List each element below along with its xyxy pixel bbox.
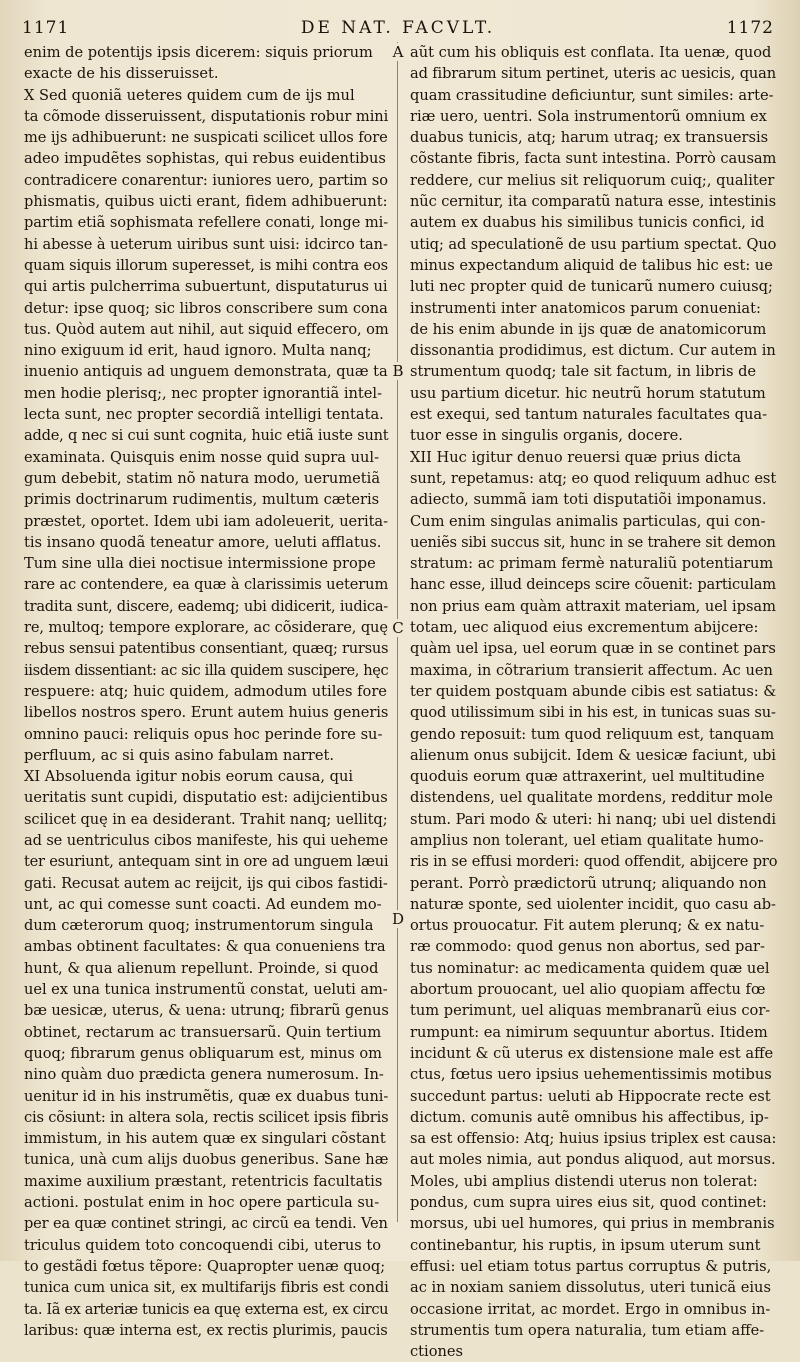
text-line: ta cõmode disseruissent, disputationis robur mini — [24, 107, 389, 125]
text-line: quod utilissimum sibi in his est, in tunicas suas su- — [410, 704, 776, 722]
text-line: adde, q nec si cui sunt cognita, huic etiã iuste sunt — [24, 427, 389, 445]
text-line: iisdem dissentiant: ac sic illa quidem suscipere, hęc — [24, 661, 389, 679]
text-line: totam, uec aliquod eius excrementum abijcere: — [410, 619, 759, 637]
text-line: partim etiã sophismata refellere conati, longe mi- — [24, 214, 389, 232]
text-line: minus expectandum aliquid de talibus hic est: ue — [410, 256, 773, 274]
text-line: qui artis pulcherrima subuertunt, disputaturus ui — [24, 278, 388, 296]
text-line: ueritatis sunt cupidi, disputatio est: adijcientibus — [24, 789, 388, 807]
text-line: tunica cum unica sit, ex multifarijs fibris est condi — [24, 1279, 389, 1297]
text-line: duabus tunicis, atq; harum utraq; ex transuersis — [410, 129, 769, 147]
text-line: abortum prouocant, uel alio quopiam affectu fœ — [410, 981, 766, 999]
text-line: luti nec propter quid de tunicarũ numero cuiusq; — [410, 278, 773, 296]
text-line: laribus: quæ interna est, ex rectis plurimis, paucis — [24, 1321, 388, 1339]
text-line: tum perimunt, uel aliquas membranarũ eius cor- — [410, 1002, 771, 1020]
text-line: tuor esse in singulis organis, docere. — [410, 427, 683, 445]
text-line: quoduis eorum quæ attraxerint, uel multitudine — [410, 768, 765, 786]
text-line: continebantur, his ruptis, in ipsum uterum sunt — [410, 1236, 761, 1254]
text-line: respuere: atq; huic quidem, admodum utiles fore — [24, 682, 387, 700]
text-line: ueniẽs sibi succus sit, hunc in se trahere sit demon — [410, 533, 776, 551]
text-line: dissonantia prodidimus, est dictum. Cur autem in — [410, 342, 776, 360]
text-line: libellos nostros spero. Erunt autem huius generis — [24, 704, 389, 722]
text-line: dictum. comunis autẽ omnibus his affectibus, ip- — [410, 1108, 769, 1126]
left-column — [24, 42, 389, 1339]
text-line: tis insano quodã teneatur amore, ueluti afflatus. — [24, 533, 382, 551]
text-line: tunica, unà cum alijs duobus generibus. Sane hæ — [24, 1151, 389, 1169]
text-line: gati. Recusat autem ac reijcit, ijs qui cibos fastidi- — [24, 874, 388, 892]
text-line: ambas obtinent facultates: & qua conueniens tra — [24, 938, 386, 956]
text-line: nũc cernitur, ita comparatũ natura esse, intestinis — [410, 193, 777, 211]
text-line: usu partium dicetur. hic neutrũ horum statutum — [410, 384, 766, 402]
text-line: obtinet, rectarum ac transuersarũ. Quin tertium — [24, 1023, 382, 1041]
text-line: primis doctrinarum rudimentis, multum cæteris — [24, 491, 380, 509]
text-line: sunt, repetamus: atq; eo quod reliquum adhuc est — [410, 469, 777, 487]
text-line: ris in se effusi morderi: quod offendit, abijcere pro — [410, 853, 778, 871]
text-line: effusi: uel etiam totus partus corruptus & putris, — [410, 1257, 772, 1275]
text-line: per ea quæ continet stringi, ac circũ ea tendi. Ven — [24, 1215, 388, 1233]
text-line: de his enim abunde in ijs quæ de anatomicorum — [410, 320, 767, 338]
text-line: adeo impudẽtes sophistas, qui rebus euidentibus — [24, 150, 386, 168]
text-line: stum. Pari modo & uteri: hi nanq; ubi uel distendi — [410, 810, 777, 828]
text-line: rare ac contendere, ea quæ à clarissimis ueterum — [24, 576, 389, 594]
text-line: X Sed quoniã ueteres quidem cum de ijs mul — [24, 86, 355, 104]
text-line: hi abesse à ueterum uiribus sunt uisi: idcirco tan- — [24, 235, 388, 253]
text-line: dum cæterorum quoq; instrumentorum singula — [24, 917, 374, 935]
text-line: hanc esse, illud deinceps scire cõuenit: particulam — [410, 576, 776, 594]
text-line: sa est offensio: Atq; huius ipsius triplex est causa: — [410, 1130, 777, 1148]
text-line: distendens, uel qualitate mordens, redditur mole — [410, 789, 773, 807]
text-line: ortus prouocatur. Fit autem plerunq; & ex natu- — [410, 917, 765, 935]
text-line: rumpunt: ea nimirum sequuntur abortus. Itidem — [410, 1023, 768, 1041]
text-line: amplius non tolerant, uel etiam qualitate humo- — [410, 831, 764, 849]
margin-marker-b: B — [392, 362, 404, 380]
text-line: occasione irritat, ac mordet. Ergo in omnibus in- — [410, 1300, 771, 1318]
text-line: men hodie plerisq;, nec propter ignorantiã intel- — [24, 384, 383, 402]
text-line: uenitur id in his instrumẽtis, quæ ex duabus tuni- — [24, 1087, 389, 1105]
margin-marker-a: A — [392, 43, 404, 61]
text-line: præstet, oportet. Idem ubi iam adoleuerit, uerita- — [24, 512, 388, 530]
text-line: uel ex una tunica instrumentũ constat, ueluti am- — [24, 981, 388, 999]
text-line: maxima, in cõtrarium transierit affectum. Ac uen — [410, 661, 773, 679]
text-line: rebus sensui patentibus consentiant, quæq; rursus — [24, 640, 389, 658]
text-line: succedunt partus: ueluti ab Hippocrate recte est — [410, 1087, 771, 1105]
text-line: strumentum quodq; tale sit factum, in libris de — [410, 363, 757, 381]
text-line: bæ uesicæ, uterus, & uena: utrunq; fibrarũ genus — [24, 1002, 389, 1020]
text-line: tus. Quòd autem aut nihil, aut siquid effecero, om — [24, 320, 389, 338]
text-line: quam siquis illorum superesset, is mihi contra eos — [24, 256, 388, 274]
text-line: tus nominatur: ac medicamenta quidem quæ uel — [410, 959, 770, 977]
text-line: nino quàm duo prædicta genera numerosum. In- — [24, 1066, 384, 1084]
text-line: me ijs adhibuerunt: ne suspicati scilicet ullos fore — [24, 129, 388, 147]
text-line: phismatis, quibus uicti erant, fidem adhibuerunt: — [24, 193, 388, 211]
margin-marker-d: D — [391, 910, 405, 928]
text-line: re, multoq; tempore explorare, ac cõsiderare, quę — [24, 619, 388, 637]
text-line: ræ commodo: quod genus non abortus, sed par- — [410, 938, 765, 956]
text-line: autem ex duabus his similibus tunicis confici, id — [410, 214, 765, 232]
text-line: non prius eam quàm attraxit materiam, uel ipsam — [410, 597, 776, 615]
text-line: actioni. postulat enim in hoc opere particula su- — [24, 1194, 380, 1212]
running-title: DE NAT. FACVLT. — [300, 18, 496, 38]
text-line: ta. Iã ex arteriæ tunicis ea quę externa est, ex circu — [24, 1300, 389, 1318]
text-line: est exequi, sed tantum naturales facultates qua- — [410, 406, 768, 424]
text-line: cis cõsiunt: in altera sola, rectis scilicet ipsis fibris — [24, 1108, 389, 1126]
text-line: quam crassitudine deficiuntur, sunt similes: arte- — [410, 86, 774, 104]
text-line: perant. Porrò prædictorũ utrunq; aliquando non — [410, 874, 767, 892]
text-line: aut moles nimia, aut pondus aliquod, aut morsus. — [410, 1151, 776, 1169]
text-line: exacte de his disseruisset. — [24, 65, 219, 83]
margin-marker-c: C — [392, 619, 404, 637]
text-line: unt, ac qui comesse sunt coacti. Ad eundem mo- — [24, 895, 382, 913]
text-line: nino exiguum id erit, haud ignoro. Multa nanq; — [24, 342, 372, 360]
text-line: ctiones — [410, 1343, 464, 1361]
text-line: incidunt & cũ uterus ex distensione male est affe — [410, 1044, 774, 1062]
text-line: quàm uel ipsa, uel eorum quæ in se continet pars — [410, 640, 776, 658]
text-line: instrumenti inter anatomicos parum conueniat: — [410, 299, 761, 317]
text-line: hunt, & qua alienum repellunt. Proinde, si quod — [24, 959, 379, 977]
text-line: to gestãdi fœtus tẽpore: Quapropter uenæ quoq; — [24, 1257, 386, 1275]
text-line: lecta sunt, nec propter secordiã intelligi tentata. — [24, 406, 384, 424]
text-line: cõstante fibris, facta sunt intestina. Porrò causam — [410, 150, 777, 168]
running-header — [22, 18, 774, 40]
text-line: adiecto, summã iam toti disputatiõi imponamus. — [410, 491, 767, 509]
text-line: utiq; ad speculationẽ de usu partium spectat. Quo — [410, 235, 777, 253]
text-line: examinata. Quisquis enim nosse quid supra uul- — [24, 448, 380, 466]
text-line: perfluum, ac si quis asino fabulam narret. — [24, 746, 335, 764]
text-line: XI Absoluenda igitur nobis eorum causa, qui — [24, 768, 354, 786]
text-line: ad se uentriculus cibos manifeste, his qui ueheme — [24, 831, 388, 849]
text-line: ctus, fœtus uero ipsius uehementissimis motibus — [410, 1066, 772, 1084]
text-line: ac in noxiam saniem dissolutus, uteri tunicã eius — [410, 1279, 771, 1297]
text-line: stratum: ac primam fermè naturaliũ potentiarum — [410, 555, 774, 573]
text-line: enim de potentijs ipsis dicerem: siquis priorum — [24, 44, 373, 61]
text-line: gendo reposuit: tum quod reliquum est, tanquam — [410, 725, 775, 743]
text-line: reddere, cur melius sit reliquorum cuiq;, qualiter — [410, 171, 775, 189]
text-line: omnino pauci: reliquis opus hoc perinde fore su- — [24, 725, 383, 743]
text-line: aũt cum his obliquis est conflata. Ita uenæ, quod — [410, 44, 772, 61]
text-line: maxime auxilium præstant, retentricis facultatis — [24, 1172, 383, 1190]
text-line: morsus, ubi uel humores, qui prius in membranis — [410, 1215, 775, 1233]
text-line: Tum sine ulla diei noctisue intermissione prope — [24, 555, 376, 573]
text-line: ter esuriunt, antequam sint in ore ad unguem læui — [24, 853, 389, 871]
text-line: detur: ipse quoq; sic libros conscribere sum cona — [24, 299, 388, 317]
right-page-number: 1172 — [726, 18, 774, 38]
text-line: XII Huc igitur denuo reuersi quæ prius dicta — [410, 448, 742, 466]
text-line: quoq; fibrarum genus obliquarum est, minus om — [24, 1044, 383, 1062]
text-line: pondus, cum supra uires eius sit, quod continet: — [410, 1194, 767, 1212]
right-column — [410, 42, 778, 1361]
text-line: inuenio antiquis ad unguem demonstrata, quæ ta — [24, 363, 388, 381]
text-line: ter quidem postquam abunde cibis est satiatus: & — [410, 682, 777, 700]
text-line: Moles, ubi amplius distendi uterus non tolerat: — [410, 1172, 758, 1190]
text-line: alienum onus subijcit. Idem & uesicæ faciunt, ubi — [410, 746, 776, 764]
text-line: immistum, in his autem quæ ex singulari cõstant — [24, 1130, 386, 1148]
text-line: triculus quidem toto concoquendi cibi, uterus to — [24, 1236, 382, 1254]
text-line: Cum enim singulas animalis particulas, qui con- — [410, 512, 766, 530]
text-line: scilicet quę in ea desiderant. Trahit nanq; uellitq; — [24, 810, 388, 828]
text-line: ad fibrarum situm pertinet, uteris ac uesicis, quan — [410, 65, 777, 83]
text-line: gum debebit, statim nõ natura modo, uerumetiã — [24, 469, 381, 487]
text-line: strumentis tum opera naturalia, tum etiam affe- — [410, 1321, 765, 1339]
text-line: tradita sunt, discere, eademq; ubi didicerit, iudica- — [24, 597, 388, 615]
left-page-number: 1171 — [22, 18, 70, 38]
text-line: naturæ sponte, sed uiolenter incidit, quo casu ab- — [410, 895, 776, 913]
text-line: riæ uero, uentri. Sola instrumentorũ omnium ex — [410, 107, 767, 125]
text-line: contradicere conarentur: iuniores uero, partim so — [24, 171, 388, 189]
